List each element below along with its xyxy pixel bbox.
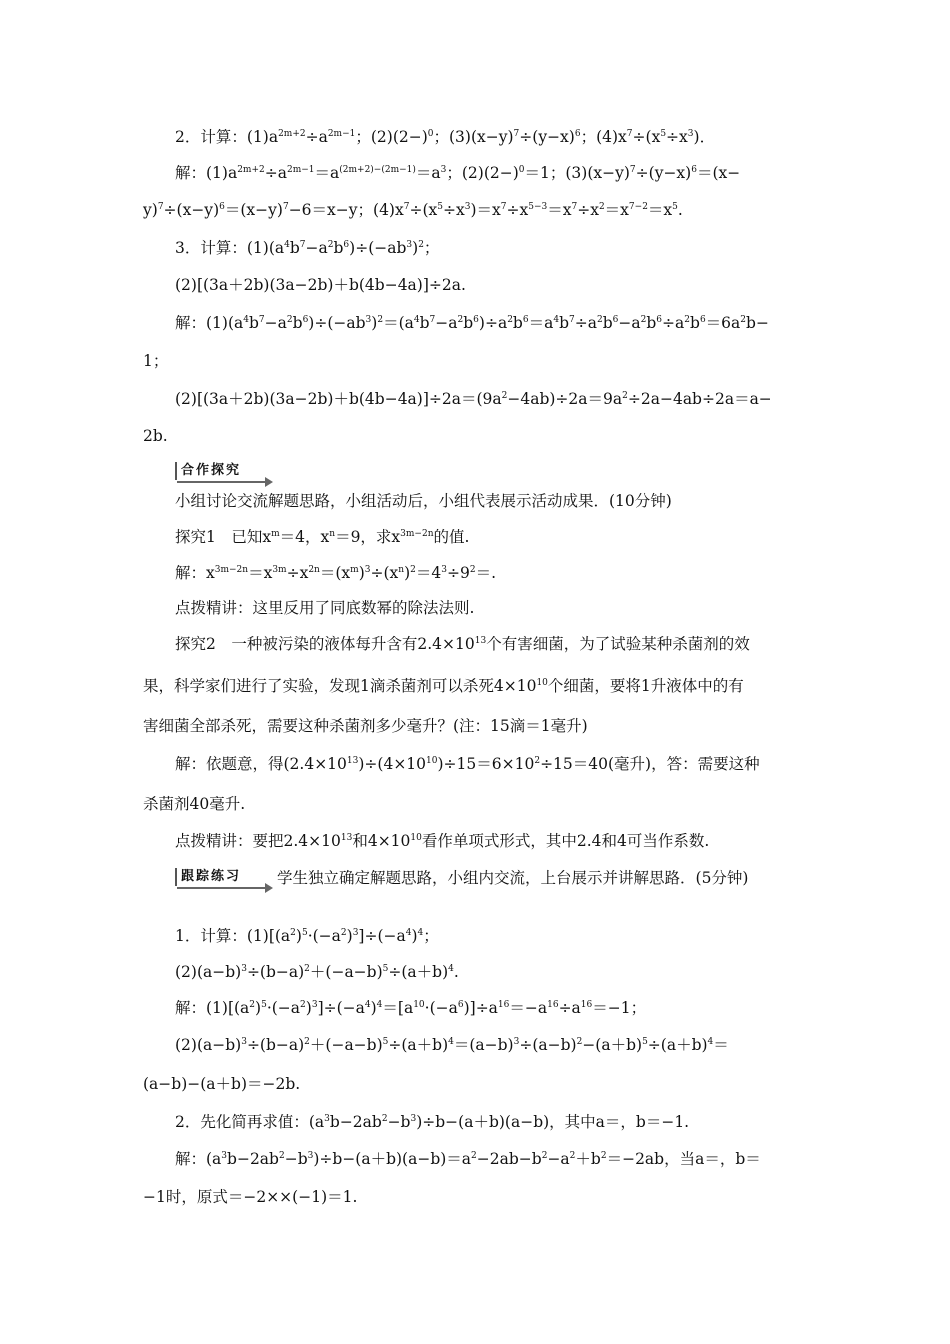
explore-2-line-3: 害细菌全部杀死，需要这种杀菌剂多少毫升？(注：15滴＝1毫升) xyxy=(143,717,588,735)
question-3-line-2: (2)[(3a＋2b)(3a−2b)＋b(4b−4a)]÷2a. xyxy=(175,276,466,294)
practice-1-line-1: 1．计算：$(1)[(a^2)^5\cdot(-a^2)^3]\div(-a^4)^4$； xyxy=(175,927,439,945)
explore-2-line-1: 探究2 一种被污染的液体每升含有$2.4\times 10^{13}$个有害细菌，为了试验某种杀菌剂的效 xyxy=(175,635,750,653)
explore-2-tip: 点拨精讲：要把$2.4\times 10^{13}$和$4\times 10^{10}$看作单项式形式，其中2.4和4可当作系数. xyxy=(175,832,710,850)
answer-3-line-1: 解：$(1)(a^4b^7-a^2b^6)\div(-ab^3)^2=(a^4b^7-a^2b^6)\div a^2b^6=a^4b^7\div a^2b^6-a^2b^6\div a^2b^6=6a^2b-$ xyxy=(175,314,769,332)
practice-2-answer-line-1: 解：$(a^3b-2ab^2-b^3)\div b-(a+b)(a-b)=a^2-2ab-b^2-a^2+b^2=-2ab$，当a＝，b＝ xyxy=(175,1150,761,1168)
section-tag-cooperative: 合作探究 xyxy=(175,462,247,480)
section-banner-practice xyxy=(175,866,748,888)
explore-1-question: 探究1 已知$x^m=4$，$x^n=9$，求$x^{3m-2n}$的值. xyxy=(175,528,470,546)
practice-1-answer-line-2: $(2)(a-b)^3\div(b-a)^2+(-a-b)^5\div(a+b)^4=(a-b)^3\div(a-b)^2-(a+b)^5\div(a+b)^4=$ xyxy=(175,1036,729,1054)
answer-3-line-2: 1； xyxy=(143,352,169,370)
explore-2-answer-line-1: 解：依题意，得$(2.4\times 10^{13})\div(4\times 10^{10})\div 15=6\times 10^2\div 15=40$(毫升)，答：需要这种 xyxy=(175,755,760,773)
answer-2-line-1: 解：$(1)a^{2m+2}\div a^{2m-1}=a^{(2m+2)-(2m-1)}=a^3$；$(2)(2-)^0=1$；$(3)(x-y)^7\div(y-x)^6=(x-$ xyxy=(175,164,741,182)
explore-2-answer-line-2: 杀菌剂40毫升. xyxy=(143,795,246,813)
practice-2-answer-line-2: −1时，原式＝−2××(−1)＝1. xyxy=(143,1188,358,1206)
question-3-line-1: 3．计算：$(1)(a^4b^7-a^2b^6)\div(-ab^3)^2$； xyxy=(175,239,440,257)
practice-2-question: 2．先化简再求值：$(a^3b-2ab^2-b^3)\div b-(a+b)(a-b)$，其中a＝，b＝−1. xyxy=(175,1113,690,1131)
answer-2-line-2: $y)^7\div(x-y)^6=(x-y)^7-6=x-y$；$(4)x^7\div(x^5\div x^3)=x^7\div x^{5-3}=x^7\div x^2=x^{7-2}=x^5$. xyxy=(143,201,683,219)
practice-1-line-2: $(2)(a-b)^3\div(b-a)^2+(-a-b)^5\div(a+b)^4$. xyxy=(175,963,459,981)
answer-3-line-3: $(2)[(3a+2b)(3a-2b)+b(4b-4a)]\div 2a=(9a^2-4ab)\div 2a=9a^2\div 2a-4ab\div 2a=a-$ xyxy=(175,390,772,408)
section-banner-cooperative xyxy=(175,460,247,482)
section-practice-instructions: 学生独立确定解题思路，小组内交流，上台展示并讲解思路．(5分钟) xyxy=(277,869,749,887)
answer-3-line-4: 2b. xyxy=(143,427,168,445)
explore-2-line-2: 果，科学家们进行了实验，发现1滴杀菌剂可以杀死$4\times 10^{10}$个细菌，要将1升液体中的有 xyxy=(143,677,744,695)
question-2: 2．计算：$(1)a^{2m+2}\div a^{2m-1}$；$(2)(2-)^0$；$(3)(x-y)^7\div(y-x)^6$；$(4)x^7\div(x^5\div x^3)$． xyxy=(175,128,716,146)
practice-1-answer-line-1: 解：$(1)[(a^2)^5\cdot(-a^2)^3]\div(-a^4)^4=[a^{10}\cdot(-a^6)]\div a^{16}=-a^{16}\div a^{16}=-1$； xyxy=(175,999,647,1017)
section-tag-practice: 跟踪练习 xyxy=(175,868,247,886)
explore-1-answer: 解：$x^{3m-2n}=x^{3m}\div x^{2n}=(x^m)^3\div(x^n)^2=4^3\div 9^2=$. xyxy=(175,564,497,582)
section-2-intro: 小组讨论交流解题思路，小组活动后，小组代表展示活动成果．(10分钟) xyxy=(175,492,672,510)
explore-1-tip: 点拨精讲：这里反用了同底数幂的除法法则. xyxy=(175,599,475,617)
practice-1-answer-line-3: (a−b)−(a＋b)＝−2b. xyxy=(143,1075,301,1093)
